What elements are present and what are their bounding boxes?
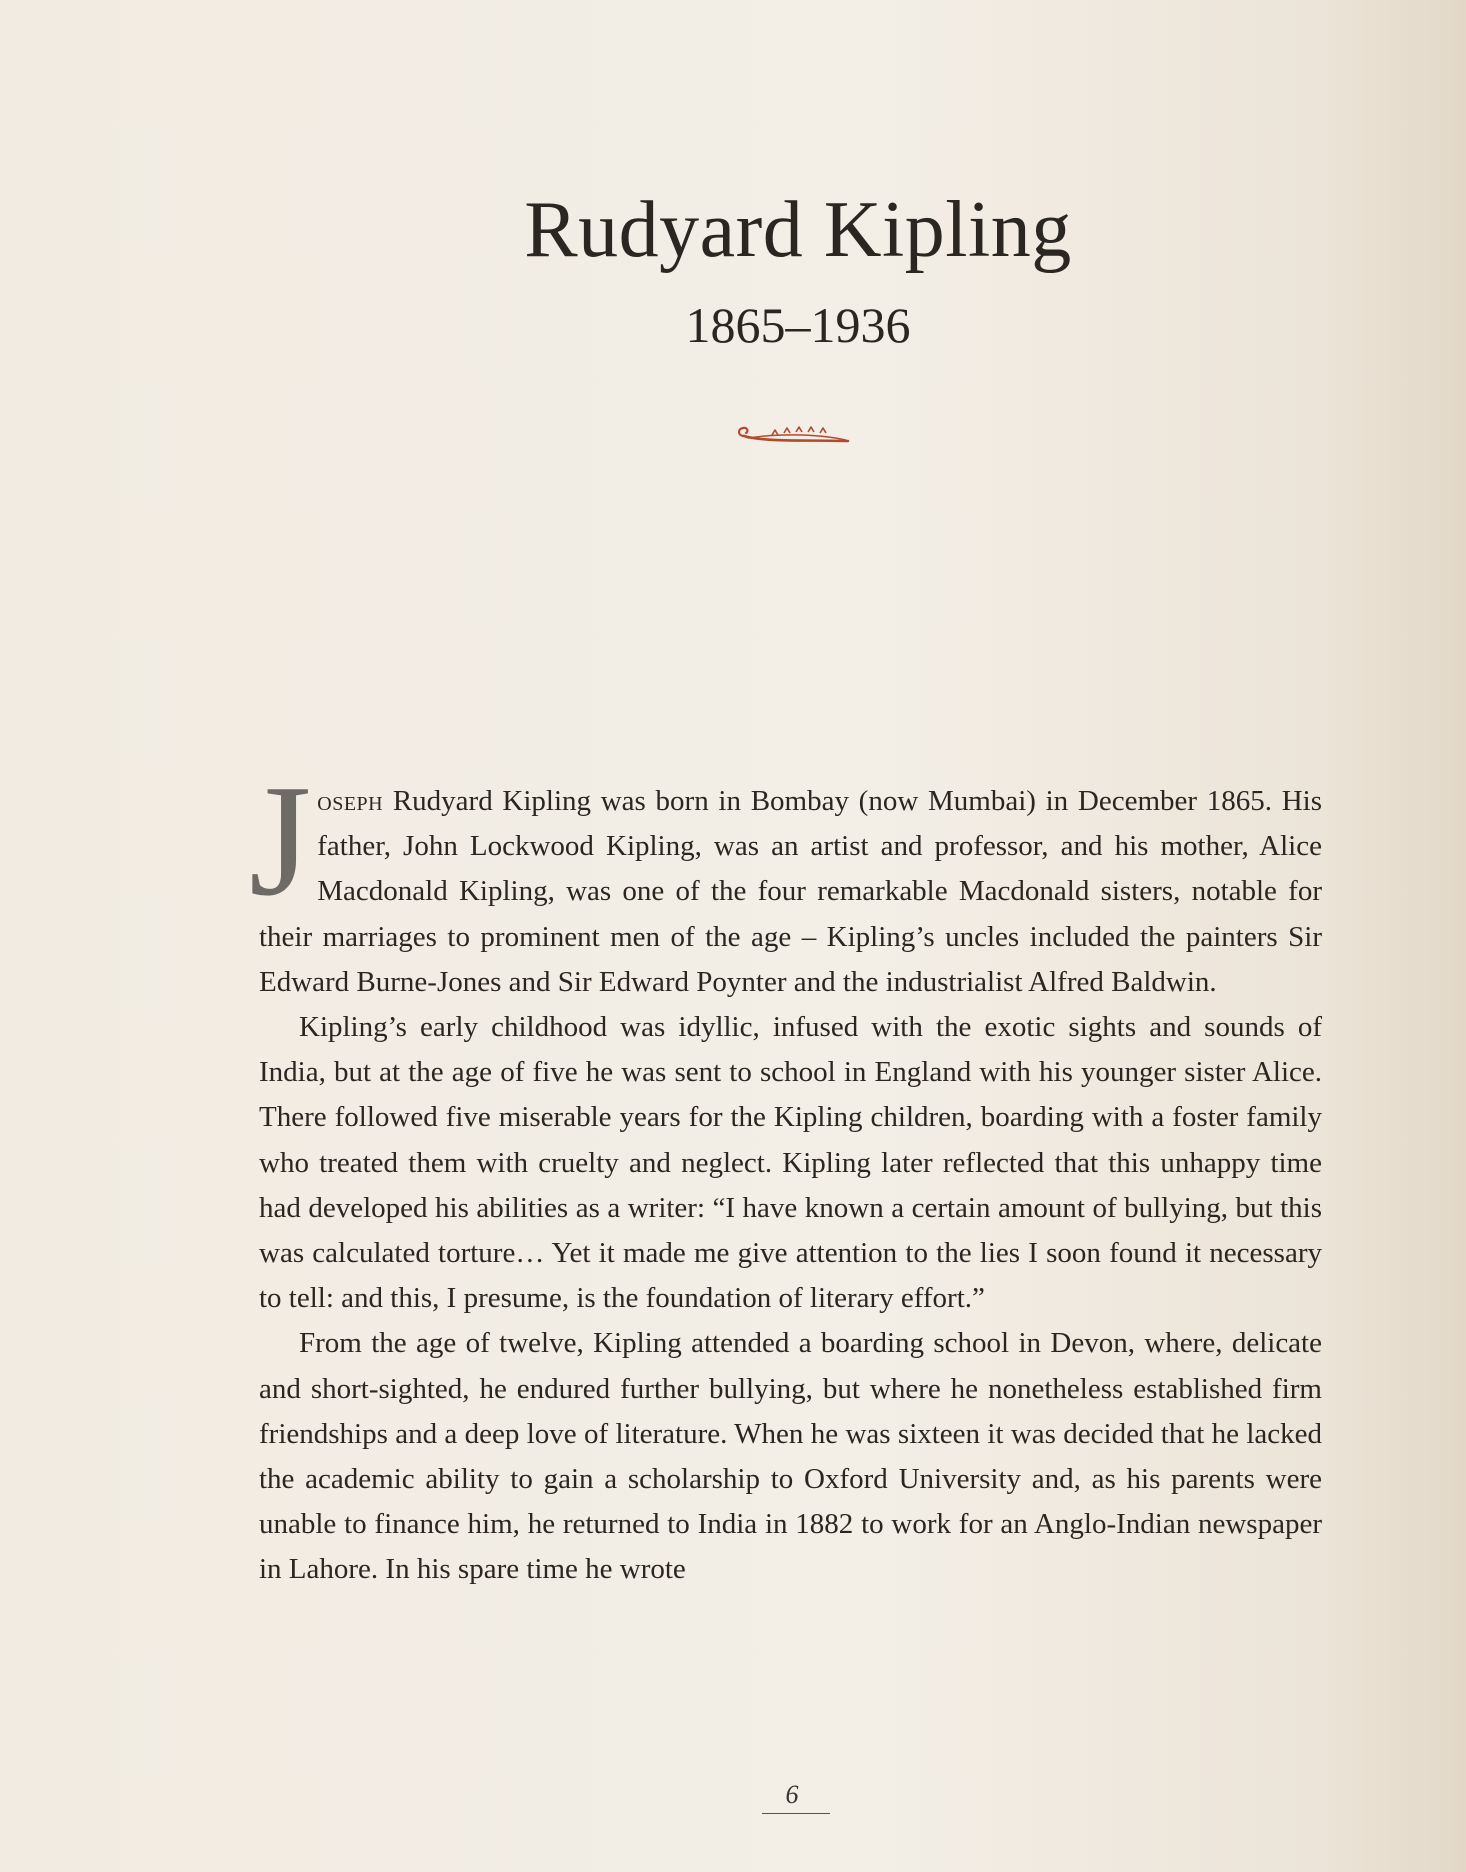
page-number-rule	[762, 1813, 830, 1814]
page-number: 6	[785, 1780, 799, 1809]
chapter-title: Rudyard Kipling	[524, 186, 1072, 274]
biography-text	[249, 751, 1322, 1593]
paragraph-1	[249, 751, 1322, 1005]
life-dates: 1865–1936	[685, 297, 911, 353]
flourish-ornament-icon	[734, 418, 852, 448]
paragraph-1-text: Rudyard Kipling was born in Bombay (now Mumbai) in December 1865. His father, John Lockwood Kipling, was an artist and professor, and his mother, Alice Macdonald Kipling, was one of the four remarkable Macdonald sisters, notable for their marriages to prominent men of the age – Kipling’s uncles included the painters Sir Edward Burne-Jones and Sir Edward Poynter and the industrialist Alfred Baldwin.	[259, 785, 1322, 998]
paragraph-2: Kipling’s early childhood was idyllic, infused with the exotic sights and sounds of India, but at the age of five he was sent to school in England with his younger sister Alice. There followed five miserable years for the Kipling children, boarding with a foster family who treated them with cruelty and neglect. Kipling later reflected that this unhappy time had developed his abilities as a writer: “I have known a certain amount of bullying, but this was calculated torture… Yet it made me give attention to the lies I soon found it necessary to tell: and this, I presume, is the foundation of literary effort.”	[259, 1011, 1322, 1315]
drop-cap: J	[249, 751, 312, 929]
paragraph-3: From the age of twelve, Kipling attended a boarding school in Devon, where, delicate and short-sighted, he endured further bullying, but where he nonetheless established firm friendships and a deep love of literature. When he was sixteen it was decided that he lacked the academic ability to gain a scholarship to Oxford University and, as his parents were unable to finance him, he returned to India in 1882 to work for an Anglo-Indian newspaper in Lahore. In his spare time he wrote	[259, 1327, 1322, 1586]
first-word-smallcaps: oseph	[317, 785, 384, 817]
